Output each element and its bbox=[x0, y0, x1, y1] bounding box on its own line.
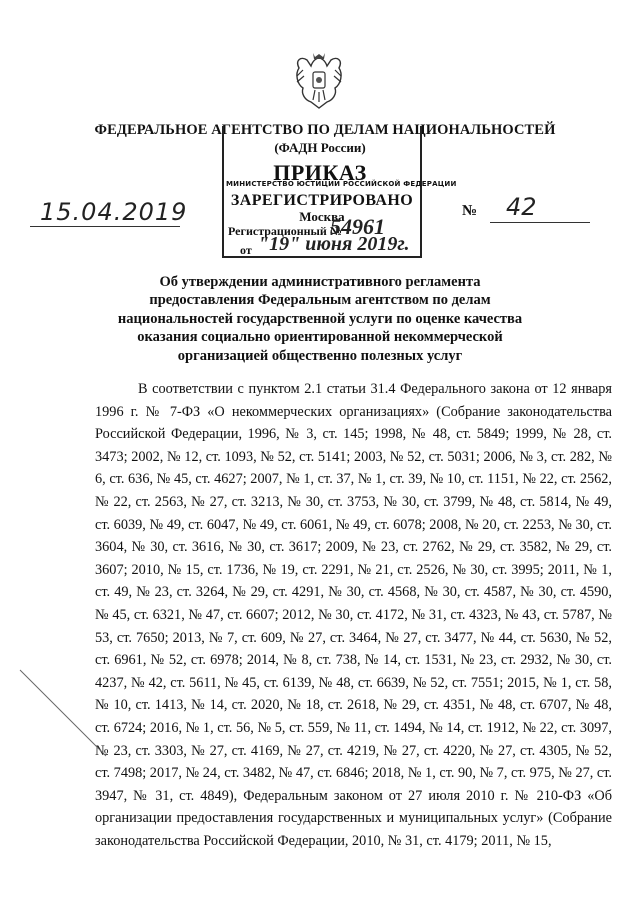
document-type-heading: ПРИКАЗ bbox=[273, 160, 367, 185]
margin-pen-stroke bbox=[18, 668, 108, 758]
stamp-from-label: от bbox=[240, 243, 252, 257]
order-date-handwritten: 15.04.2019 bbox=[40, 198, 188, 226]
agency-abbreviation: (ФАДН России) bbox=[274, 140, 366, 155]
stamp-registered: ЗАРЕГИСТРИРОВАНО bbox=[230, 192, 414, 209]
body-paragraph: В соответствии с пунктом 2.1 статьи 31.4 Федерального закона от 12 января 1996 г. № 7-ФЗ «О некоммерческих организациях» (Собрание законодательства Российской Федерации, 1996, № 3, ст. 145; 1998, № 48, ст. 5849; 1999, № 28, ст. 3473; 2002, № 12, ст. 1093, № 52, ст. 5141; 2003, № 52, ст. 5031; 2006, № 3, ст. 282, № 6, ст. 636, № 45, ст. 4627; 2007, № 1, ст. 37, № 1, ст. 39, № 10, ст. 1151, № 22, ст. 2562, № 22, ст. 2563, № 27, ст. 3213, № 30, ст. 3753, № 30, ст. 3799, № 48, ст. 5814, № 49, ст. 6039, № 49, ст. 6047, № 49, ст. 6061, № 49, ст. 6078; 2008, № 20, ст. 2253, № 30, ст. 3604, № 30, ст. 3616, № 30, ст. 3617; 2009, № 23, ст. 2762, № 29, ст. 3582, № 29, ст. 3607; 2010, № 15, ст. 1736, № 19, ст. 2291, № 21, ст. 2526, № 30, ст. 3995; 2011, № 1, ст. 49, № 23, ст. 3264, № 29, ст. 4291, № 30, ст. 4568, № 30, ст. 4587, № 30, ст. 4590, № 45, ст. 6321, № 47, ст. 6607; 2012, № 30, ст. 4172, № 31, ст. 4323, № 43, ст. 5787, № 53, ст. 7650; 2013, № 7, ст. 609, № 27, ст. 3464, № 27, ст. 3477, № 44, ст. 5630, № 52, ст. 6961, № 52, ст. 6978; 2014, № 8, ст. 738, № 14, ст. 1531, № 23, ст. 2932, № 30, ст. 4237, № 42, ст. 5611, № 45, ст. 6139, № 48, ст. 6639, № 52, ст. 7551; 2015, № 1, ст. 58, № 10, ст. 1413, № 14, ст. 2020, № 18, ст. 2618, № 29, ст. 4351, № 48, ст. 6707, № 48, ст. 6724; 2016, № 1, ст. 56, № 5, ст. 559, № 11, ст. 1494, № 14, ст. 1912, № 22, ст. 3097, № 23, ст. 3303, № 27, ст. 4169, № 27, ст. 4219, № 27, ст. 4220, № 27, ст. 4305, № 52, ст. 7498; 2017, № 24, ст. 3482, № 47, ст. 6846; 2018, № 1, ст. 90, № 7, ст. 975, № 27, ст. 3947, № 31, ст. 4849), Федеральным законом от 27 июля 2010 г. № 210-ФЗ «Об организации предоставления государственных и муниципальных услуг» (Собрание законодательства Российской Федерации, 2010, № 31, ст. 4179; 2011, № 15, bbox=[95, 381, 612, 849]
order-title: Об утверждении административного регламента предоставления Федеральным агентством по делам национальностей государственной услуги по оценке качества оказания социально ориентированной некоммерческой организацией общественно полезных услуг bbox=[117, 274, 523, 364]
stamp-reg-number: 54961 bbox=[330, 214, 385, 239]
coat-of-arms-emblem bbox=[291, 50, 347, 112]
order-body bbox=[95, 378, 612, 852]
order-number-label: № bbox=[462, 203, 478, 219]
number-underline bbox=[490, 222, 590, 223]
agency-name: ФЕДЕРАЛЬНОЕ АГЕНТСТВО ПО ДЕЛАМ НАЦИОНАЛЬНОСТЕЙ bbox=[94, 122, 556, 138]
stamp-ministry: МИНИСТЕРСТВО ЮСТИЦИИ РОССИЙСКОЙ ФЕДЕРАЦИИ bbox=[226, 180, 457, 188]
stamp-reg-label: Регистрационный № bbox=[228, 224, 342, 238]
order-number-handwritten: 42 bbox=[506, 193, 537, 221]
stamp-from-date: "19" июня 2019г. bbox=[258, 233, 410, 255]
date-underline bbox=[30, 226, 180, 227]
stamp-city: Москва bbox=[299, 209, 345, 224]
